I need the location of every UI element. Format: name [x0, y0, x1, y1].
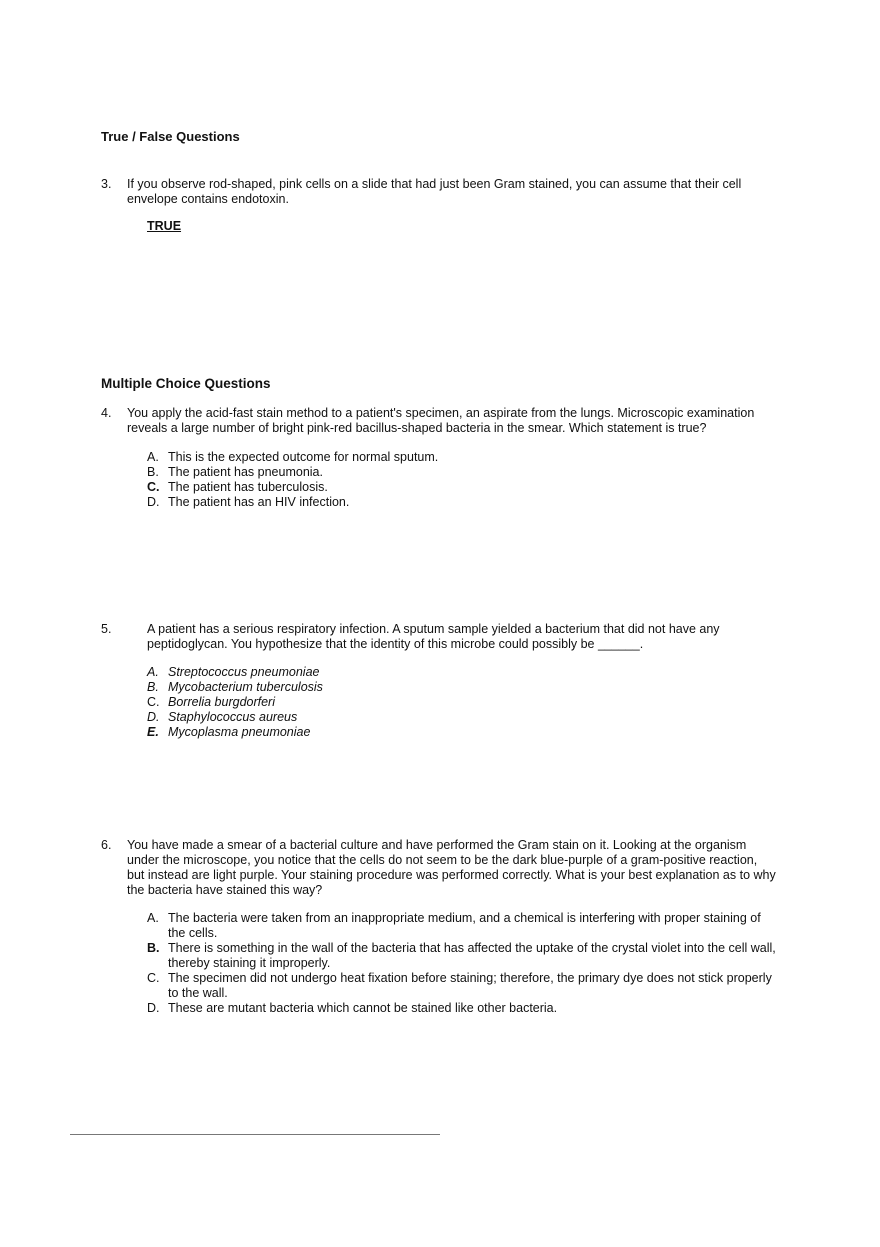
multiple-choice-heading: Multiple Choice Questions [101, 376, 271, 391]
option-text: Staphylococcus aureus [168, 710, 298, 724]
option-item [147, 450, 767, 465]
option-item [147, 911, 777, 941]
option-item [147, 710, 767, 725]
footer-divider [70, 1134, 440, 1135]
option-text: Mycoplasma pneumoniae [168, 725, 311, 739]
option-text: Mycobacterium tuberculosis [168, 680, 323, 694]
option-text: The patient has pneumonia. [168, 465, 323, 479]
option-text: These are mutant bacteria which cannot be stained like other bacteria. [168, 1001, 558, 1015]
option-letter: C. [147, 971, 160, 985]
option-text: The patient has tuberculosis. [168, 480, 328, 494]
option-letter: A. [147, 450, 159, 464]
option-letter: D. [147, 710, 160, 724]
option-letter: B. [147, 465, 159, 479]
option-letter: A. [147, 911, 159, 925]
option-letter: A. [147, 665, 159, 679]
option-text: The specimen did not undergo heat fixation before staining; therefore, the primary dye does not stick properly to the wall. [168, 971, 772, 1000]
option-text: Borrelia burgdorferi [168, 695, 275, 709]
option-letter: D. [147, 1001, 160, 1015]
option-item [147, 665, 767, 680]
question-5-text: A patient has a serious respiratory infection. A sputum sample yielded a bacterium that did not have any peptidoglycan. You hypothesize that the identity of this microbe could possibly be ______. [147, 622, 720, 651]
option-item [147, 680, 767, 695]
option-text: There is something in the wall of the bacteria that has affected the uptake of the crystal violet into the cell wall, thereby staining it improperly. [168, 941, 776, 970]
option-text: The bacteria were taken from an inappropriate medium, and a chemical is interfering with proper staining of the cells. [168, 911, 761, 940]
option-item [147, 465, 767, 480]
option-letter: C. [147, 480, 160, 494]
question-5-number: 5. [101, 622, 112, 636]
option-letter: D. [147, 495, 160, 509]
question-4-text: You apply the acid-fast stain method to a patient's specimen, an aspirate from the lungs. Microscopic examination reveals a large number of bright pink-red bacillus-shaped bacteria in the smear. Which statement is true? [127, 406, 755, 435]
question-6-options [147, 911, 777, 1016]
option-letter: B. [147, 680, 159, 694]
question-6-number: 6. [101, 838, 112, 852]
option-letter: C. [147, 695, 160, 709]
option-text: This is the expected outcome for normal sputum. [168, 450, 439, 464]
question-5 [101, 622, 781, 654]
question-4 [101, 406, 781, 438]
option-item [147, 480, 767, 495]
option-item [147, 941, 777, 971]
question-5-options [147, 665, 767, 740]
question-6-text: You have made a smear of a bacterial culture and have performed the Gram stain on it. Looking at the organism under the microscope, you notice that the cells do not seem to be the dark blue-purple of a gram-positive reaction, but instead are light purple. Your staining procedure was performed correctly. What is your best explanation as to why the bacteria have stained this way? [127, 838, 776, 897]
option-item [147, 971, 777, 1001]
question-3-text: If you observe rod-shaped, pink cells on a slide that had just been Gram stained, you can assume that their cell envelope contains endotoxin. [127, 177, 742, 206]
option-item [147, 1001, 777, 1016]
option-text: Streptococcus pneumoniae [168, 665, 320, 679]
option-letter: E. [147, 725, 159, 739]
option-item [147, 695, 767, 710]
question-4-number: 4. [101, 406, 112, 420]
question-3-number: 3. [101, 177, 112, 191]
question-6 [101, 838, 781, 900]
true-false-heading: True / False Questions [101, 129, 240, 144]
option-item [147, 495, 767, 510]
question-3 [101, 177, 781, 209]
question-4-options [147, 450, 767, 510]
option-letter: B. [147, 941, 160, 955]
option-text: The patient has an HIV infection. [168, 495, 350, 509]
option-item [147, 725, 767, 740]
question-3-answer: TRUE [147, 219, 182, 233]
